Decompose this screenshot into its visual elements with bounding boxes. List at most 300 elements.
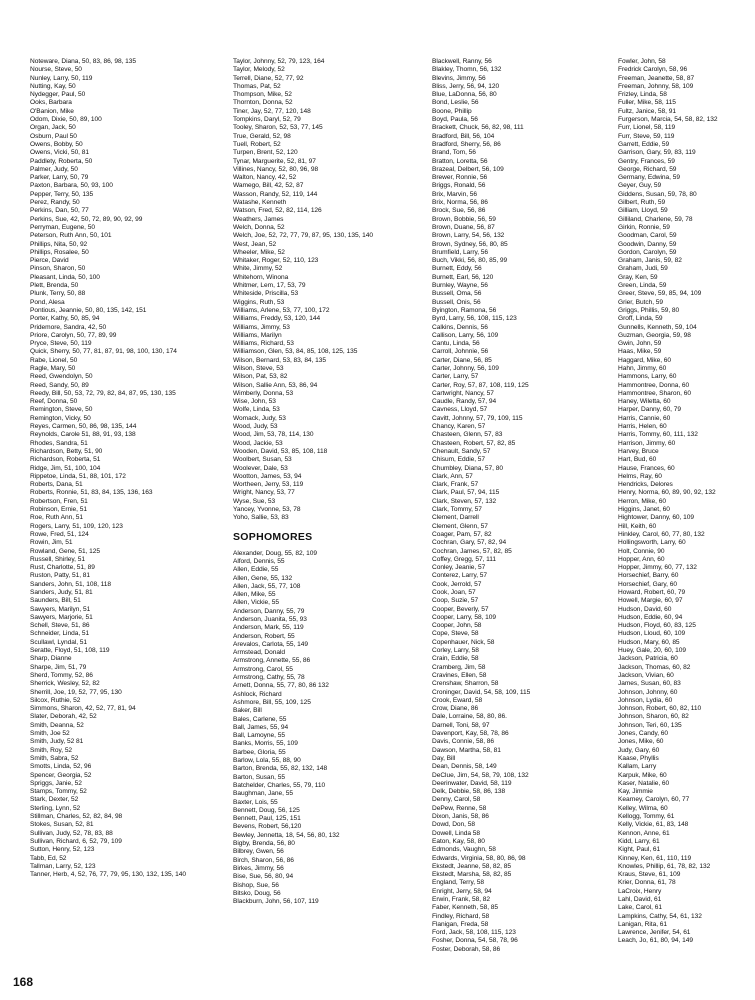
index-entry: Brand, Tom, 56	[432, 149, 476, 157]
index-entry: Ridge, Jim, 51, 100, 104	[30, 464, 101, 472]
index-entry: Clark, Frank, 57	[432, 481, 479, 489]
index-entry: Crain, Eddie, 58	[432, 655, 479, 663]
index-entry: Gilliland, Charlene, 59, 78	[618, 215, 693, 223]
index-entry: Crow, Diane, 86	[432, 705, 479, 713]
index-entry: Harris, Helen, 60	[618, 423, 667, 431]
index-entry: Kaase, Phyllis	[618, 754, 659, 762]
index-entry: Perryman, Eugene, 50	[30, 223, 95, 231]
index-entry: Cramberg, Jim, 58	[432, 663, 486, 671]
index-entry: Conley, Jeanie, 57	[432, 564, 486, 572]
index-entry: Pepper, Terry, 50, 135	[30, 190, 94, 198]
index-entry: Lampkins, Cathy, 54, 61, 132	[618, 912, 702, 920]
index-entry: Corley, Larry, 58	[432, 647, 479, 655]
index-entry: Ashlock, Richard	[233, 690, 282, 698]
index-entry: Hill, Keith, 60	[618, 522, 657, 530]
index-entry: Pierce, David	[30, 257, 69, 265]
index-entry: Rowland, Gene, 51, 125	[30, 547, 101, 555]
index-entry: Clark, Ann, 57	[432, 472, 473, 480]
index-entry: Hammontree, Sharon, 60	[618, 389, 691, 397]
index-entry: Palmer, Judy, 50	[30, 165, 78, 173]
index-entry: Whitehorn, Winona	[233, 273, 289, 281]
index-entry: Smith, Roy, 52	[30, 746, 73, 754]
index-entry: Smith, Deanna, 52	[30, 721, 84, 729]
index-entry: Anderson, Danny, 55, 79	[233, 607, 305, 615]
index-entry: Chasteen, Glenn, 57, 83	[432, 431, 503, 439]
index-entry: Barton, Brenda, 55, 82, 132, 148	[233, 765, 328, 773]
index-entry: England, Terry, 58	[432, 879, 485, 887]
index-entry: Hinkley, Carol, 60, 77, 80, 132	[618, 530, 705, 538]
index-entry: Davis, Connie, 58, 86	[432, 738, 494, 746]
index-entry: Kellogg, Tommy, 61	[618, 813, 675, 821]
index-entry: Cantu, Linda, 56	[432, 340, 480, 348]
index-entry: Pontious, Jeannie, 50, 80, 135, 142, 151	[30, 306, 147, 314]
index-entry: Allen, Vickie, 55	[233, 599, 279, 607]
index-entry: Edwards, Virginia, 58, 80, 86, 98	[432, 854, 526, 862]
index-entry: Russell, Shirley, 51	[30, 555, 85, 563]
index-entry: Phillips, Rosalee, 50	[30, 248, 89, 256]
index-entry: Batchelder, Charles, 55, 79, 110	[233, 781, 326, 789]
index-entry: Armstead, Donald	[233, 649, 285, 657]
index-entry: Wolfe, Linda, 53	[233, 406, 280, 414]
index-entry: Brown, Duane, 56, 87	[432, 223, 495, 231]
index-entry: Richardson, Roberta, 51	[30, 456, 101, 464]
index-entry: Pryce, Steve, 50, 119	[30, 340, 92, 348]
index-entry: Johnson, Robert, 60, 82, 110	[618, 705, 702, 713]
index-entry: Thompson, Mike, 52	[233, 91, 292, 99]
index-entry: Reedy, Bill, 50, 53, 72, 79, 82, 84, 87, 95, 130, 135	[30, 389, 176, 397]
index-entry: Wyse, Sue, 53	[233, 497, 276, 505]
index-entry: Tompkins, Daryl, 52, 79	[233, 116, 301, 124]
index-entry: Coop, Suzie, 57	[432, 597, 479, 605]
index-entry: Furgerson, Marcia, 54, 58, 82, 132	[618, 116, 718, 124]
index-entry: Guzman, Georgia, 59, 98	[618, 331, 691, 339]
index-entry: DeClue, Jim, 54, 58, 79, 108, 132	[432, 771, 529, 779]
index-entry: Birch, Sharon, 56, 86	[233, 856, 294, 864]
index-entry: Freeman, Johnny, 58, 109	[618, 82, 694, 90]
index-entry: Woolever, Dale, 53	[233, 464, 288, 472]
index-entry: Remington, Steve, 50	[30, 406, 93, 414]
index-entry: Robinson, Ernie, 51	[30, 506, 87, 514]
index-entry: Taylor, Johnny, 52, 79, 123, 164	[233, 58, 325, 65]
index-entry: Whiteside, Priscilla, 53	[233, 290, 299, 298]
index-entry: Callison, Larry, 56, 109	[432, 331, 499, 339]
index-entry: Tuell, Robert, 52	[233, 140, 281, 148]
index-entry: Wiggins, Ruth, 53	[233, 298, 285, 306]
index-entry: Walton, Nancy, 42, 52	[233, 174, 297, 182]
index-entry: Chasteen, Robert, 57, 82, 85	[432, 439, 516, 447]
index-entry: Hudson, David, 60	[618, 605, 672, 613]
index-entry: Frizley, Linda, 58	[618, 91, 667, 99]
index-entry: Bussell, Oma, 56	[432, 290, 482, 298]
index-column-2	[233, 58, 405, 906]
index-entry: Rippetoe, Linda, 51, 88, 101, 172	[30, 472, 126, 480]
index-entry: Rhodes, Sandra, 51	[30, 439, 88, 447]
index-entry: Allen, Eddie, 55	[233, 566, 279, 574]
index-entry: Girkin, Ronnie, 59	[618, 223, 670, 231]
index-entry: Bliss, Jerry, 56, 94, 120	[432, 82, 500, 90]
index-entry: Baughman, Jane, 55	[233, 790, 293, 798]
index-entry: Sanders, John, 51, 108, 118	[30, 580, 112, 588]
index-entry: Fredrick Carolyn, 58, 96	[618, 66, 688, 74]
index-entry: Parker, Larry, 50, 79	[30, 174, 89, 182]
index-entry: Graham, Janis, 59, 82	[618, 257, 682, 265]
index-entry: Rowin, Jim, 51	[30, 539, 73, 547]
index-entry: Cooper, Larry, 58, 109	[432, 613, 497, 621]
index-entry: Womack, Judy, 53	[233, 414, 286, 422]
index-entry: Armstrong, Carol, 55	[233, 665, 293, 673]
index-entry: Peterson, Ruth Ann, 50, 101	[30, 232, 112, 240]
index-entry: Sharp, Dianne	[30, 655, 72, 663]
index-entry: Kelly, Vickie, 61, 83, 148	[618, 821, 689, 829]
index-entry: Brock, Sue, 56, 86	[432, 207, 486, 215]
index-entry: Reed, Sandy, 50, 89	[30, 381, 89, 389]
index-entry: Faber, Kenneth, 58, 85	[432, 904, 498, 912]
index-entry: Ashmore, Bill, 55, 109, 125	[233, 698, 311, 706]
index-entry: Quick, Sherry, 50, 77, 81, 87, 91, 98, 100, 130, 174	[30, 348, 177, 356]
index-entry: Wasson, Randy, 52, 119, 144	[233, 190, 318, 198]
index-entry: Clark, Tommy, 57	[432, 506, 482, 514]
index-entry: Lawrence, Jenifer, 54, 61	[618, 929, 691, 937]
index-entry: Perez, Randy, 50	[30, 199, 80, 207]
index-entry: Fowler, John, 58	[618, 58, 666, 65]
index-entry: Richardson, Betty, 51, 90	[30, 447, 103, 455]
index-entry: Banks, Morris, 55, 109	[233, 740, 298, 748]
index-entry: Welch, Donna, 52	[233, 223, 285, 231]
index-entry: Carter, Roy, 57, 87, 108, 119, 125	[432, 381, 529, 389]
index-entry: Hudson, Lloud, 60, 109	[618, 630, 686, 638]
index-entry: Gordon, Carolyn, 59	[618, 248, 677, 256]
index-entry: Spriggs, Janie, 52	[30, 779, 82, 787]
index-entry: Herron, Mike, 60	[618, 497, 666, 505]
index-entry: Pinson, Sharon, 50	[30, 265, 86, 273]
index-entry: Smith, Sabra, 52	[30, 754, 79, 762]
index-entry: Smotts, Linda, 52, 96	[30, 763, 92, 771]
index-entry: Davenport, Kay, 58, 78, 86	[432, 730, 509, 738]
index-entry: Rabe, Lionel, 50	[30, 356, 78, 364]
index-entry: Blakley, Thomn, 56, 132	[432, 66, 502, 74]
index-entry: Tooley, Sharon, 52, 53, 77, 145	[233, 124, 323, 132]
index-entry: Cooper, John, 58	[432, 622, 482, 630]
index-entry: Dixon, Janis, 58, 86	[432, 813, 489, 821]
index-entry: Smith, Judy, 52 81	[30, 738, 84, 746]
index-column-4	[618, 58, 748, 946]
index-entry: Gilliam, Lloyd, 59	[618, 207, 668, 215]
index-entry: White, Jimmy, 52	[233, 265, 283, 273]
index-entry: Higgins, Janet, 60	[618, 506, 670, 514]
index-entry: Plett, Brenda, 50	[30, 282, 79, 290]
index-entry: Robertson, Fren, 51	[30, 497, 88, 505]
index-entry: Watson, Fred, 52, 82, 114, 126	[233, 207, 322, 215]
index-entry: Baker, Bill	[233, 707, 262, 715]
index-entry: Sullivan, Judy, 52, 78, 83, 88	[30, 829, 113, 837]
index-entry: Woolbert, Susan, 53	[233, 456, 292, 464]
index-entry: Thornton, Donna, 52	[233, 99, 293, 107]
index-entry: Harris, Tommy, 60, 111, 132	[618, 431, 698, 439]
index-entry: Lahl, David, 61	[618, 895, 662, 903]
index-entry: Pleasant, Linda, 50, 100	[30, 273, 100, 281]
index-entry: Tallman, Larry, 52, 123	[30, 862, 96, 870]
index-entry: Ball, Lamoyne, 55	[233, 732, 285, 740]
index-entry: Porter, Kathy, 50, 85, 94	[30, 315, 100, 323]
index-entry: Kraus, Steve, 61, 109	[618, 871, 681, 879]
index-entry: Carroll, Johnnie, 56	[432, 348, 489, 356]
index-entry: Allen, Jack, 55, 77, 108	[233, 582, 301, 590]
index-entry: Bradford, Sherry, 56, 86	[432, 140, 501, 148]
index-entry: Sanders, Judy, 51, 81	[30, 589, 93, 596]
index-entry: Knowles, Phillip, 61, 78, 82, 132	[618, 862, 711, 870]
index-entry: Wright, Nancy, 53, 77	[233, 489, 295, 497]
index-entry: Goodman, Carol, 59	[618, 232, 677, 240]
index-entry: Rowe, Fred, 51, 124	[30, 530, 89, 538]
index-entry: Pond, Alesa	[30, 298, 65, 306]
index-entry: Reynolds, Carole 51, 88, 91, 93, 138	[30, 431, 136, 439]
index-entry: Harrison, Jimmy, 60	[618, 439, 676, 447]
index-entry: Brix, Marvin, 56	[432, 190, 478, 198]
index-entry: Kidd, Larry, 61	[618, 837, 660, 845]
index-entry: Bigby, Brenda, 56, 80	[233, 840, 295, 848]
index-entry: Yoho, Sallie, 53, 83	[233, 514, 289, 522]
index-entry: Lanigan, Rita, 61	[618, 920, 668, 928]
index-entry: Williams, Jimmy, 53	[233, 323, 290, 331]
index-entry: Sherrill, Joe, 19, 52, 77, 95, 130	[30, 688, 122, 696]
index-entry: Paddlety, Roberta, 50	[30, 157, 93, 165]
index-entry: Kinney, Ken, 61, 110, 119	[618, 854, 692, 862]
index-entry: Bratton, Loretta, 56	[432, 157, 488, 165]
index-entry: Cavitt, Johnny, 57, 79, 109, 115	[432, 414, 523, 422]
index-entry: Byington, Ramona, 56	[432, 306, 497, 314]
index-entry: Sutton, Henry, 52, 123	[30, 846, 95, 854]
index-entry: Brackett, Chuck, 56, 82, 98, 111	[432, 124, 524, 132]
index-entry: Germany, Edwina, 59	[618, 174, 680, 182]
index-entry: Taylor, Melody, 52	[233, 66, 285, 74]
index-entry: Anderson, Robert, 55	[233, 632, 295, 640]
index-column-3	[432, 58, 600, 954]
index-entry: Groff, Linda, 59	[618, 315, 663, 323]
index-entry: Owens, Vicki, 50, 81	[30, 149, 89, 157]
index-entry: Hart, Bud, 60	[618, 456, 657, 464]
index-entry: Brazeal, Delbert, 56, 109	[432, 165, 504, 173]
index-entry: Brumfield, Larry, 56	[432, 248, 489, 256]
index-entry: Gunnells, Kenneth, 59, 104	[618, 323, 697, 331]
index-entry: Grier, Butch, 59	[618, 298, 664, 306]
index-entry: Baxter, Lois, 55	[233, 798, 278, 806]
index-entry: Fultz, Janice, 58, 91	[618, 107, 676, 115]
index-entry: Sharpe, Jim, 51, 79	[30, 663, 87, 671]
index-entry: Wood, Jackie, 53	[233, 439, 283, 447]
index-entry: Jones, Candy, 60	[618, 730, 669, 738]
index-entry: Tanner, Herb, 4, 52, 76, 77, 79, 95, 130, 132, 135, 140	[30, 871, 186, 879]
index-entry: Roe, Ruth Ann, 51	[30, 514, 84, 522]
index-entry: Dowell, Linda 58	[432, 829, 480, 837]
index-entry: Dale, Lorraine, 58, 80, 86.	[432, 713, 507, 721]
index-entry: Bennett, Paul, 125, 151	[233, 815, 301, 823]
index-entry: Findley, Richard, 58	[432, 912, 490, 920]
index-entry: Yancey, Yvonne, 53, 78	[233, 506, 301, 514]
index-entry: Williams, Freddy, 53, 120, 144	[233, 315, 321, 323]
index-entry: True, Gerald, 52, 98	[233, 132, 291, 140]
index-entry: Bise, Sue, 56, 80, 94	[233, 873, 294, 881]
index-entry: Bussell, Onis, 56	[432, 298, 481, 306]
index-entry: Roberts, Ronnie, 51, 83, 84, 135, 136, 163	[30, 489, 153, 497]
index-entry: Wimberly, Donna, 53	[233, 389, 294, 397]
index-entry: Sawyers, Marjorie, 51	[30, 613, 93, 621]
index-entry: Blue, LaDonna, 56, 80	[432, 91, 497, 99]
index-entry: Nutting, Kay, 50	[30, 82, 76, 90]
index-entry: Burnley, Wayne, 56	[432, 282, 488, 290]
index-entry: Brown, Bobbie, 56, 59	[432, 215, 496, 223]
index-entry: Geyer, Guy, 59	[618, 182, 662, 190]
index-entry: Clark, Paul, 57, 94, 115	[432, 489, 500, 497]
index-entry: Scullawl, Lyndal, 51	[30, 638, 88, 646]
index-entry: Haas, Mike, 59	[618, 348, 662, 356]
index-entry: Haney, Wiletta, 60	[618, 398, 671, 406]
index-entry: Blevins, Jimmy, 56	[432, 74, 486, 82]
index-entry: Ekstedt, Marsha, 58, 82, 85	[432, 871, 512, 879]
index-entry: Williamson, Glen, 53, 84, 85, 108, 125, 135	[233, 348, 358, 356]
index-entry: Crenshaw, Sharron, 58	[432, 680, 499, 688]
index-entry: Clark, Steven, 57, 132	[432, 497, 497, 505]
index-entry: Barton, Susan, 55	[233, 773, 285, 781]
index-entry: Blackwell, Ranny, 56	[432, 58, 492, 65]
index-entry: Williams, Richard, 53	[233, 340, 294, 348]
index-entry: Sullivan, Richard, 6, 52, 79, 109	[30, 837, 122, 845]
index-entry: Greer, Steve, 59, 85, 94, 109	[618, 290, 702, 298]
index-entry: Edmonds, Vaughn, 58	[432, 846, 496, 854]
index-entry: Crook, Eward, 58	[432, 696, 483, 704]
index-entry: Williams, Marilyn	[233, 331, 282, 339]
index-entry: Leach, Jo, 61, 80, 94, 149	[618, 937, 693, 945]
index-entry: O'Banion, Mike	[30, 107, 74, 115]
index-entry: Wooden, David, 53, 85, 108, 118	[233, 447, 328, 455]
index-entry: Croninger, David, 54, 58, 109, 115	[432, 688, 531, 696]
index-entry: Wilson, Pat, 53, 82	[233, 373, 288, 381]
index-entry: Reed, Gwendolyn, 50	[30, 373, 93, 381]
index-entry: Foster, Deborah, 58, 86	[432, 945, 501, 953]
index-entry: Dawson, Martha, 58, 81	[432, 746, 501, 754]
index-entry: Allen, Gene, 55, 132	[233, 574, 293, 582]
index-entry: Hopper, Jimmy, 60, 77, 132	[618, 564, 697, 572]
index-entry: Carter, Diane, 56, 85	[432, 356, 492, 364]
index-entry: Freeman, Jeanette, 58, 87	[618, 74, 695, 82]
index-column-1	[30, 58, 200, 879]
index-entry: Allen, Mike, 55	[233, 591, 276, 599]
index-entry: Chancy, Karen, 57	[432, 423, 486, 431]
index-entry: Karpuk, Mike, 60	[618, 771, 667, 779]
index-entry: Copenhauer, Nick, 58	[432, 638, 495, 646]
index-entry: Armstrong, Annette, 55, 86	[233, 657, 311, 665]
index-entry: Phillips, Nita, 50, 92	[30, 240, 88, 248]
index-entry: Anderson, Mark, 55, 119	[233, 624, 304, 632]
index-entry: Erwin, Frank, 58, 82	[432, 895, 491, 903]
index-entry: Remington, Vicky, 50	[30, 414, 91, 422]
index-entry: Cook, Joan, 57	[432, 589, 476, 596]
index-entry: Coager, Pam, 57, 82	[432, 530, 492, 538]
index-entry: Seratte, Floyd, 51, 108, 119	[30, 647, 110, 655]
index-entry: Fosher, Donna, 54, 58, 78, 96	[432, 937, 518, 945]
index-entry: Whitmer, Lem, 17, 53, 79	[233, 282, 306, 290]
index-entry: West, Jean, 52	[233, 240, 277, 248]
index-entry: Rust, Charlotte, 51, 89	[30, 564, 95, 572]
index-entry: Alford, Dennis, 55	[233, 557, 285, 565]
index-entry: Ooks, Barbara	[30, 99, 72, 107]
index-entry: Graham, Judi, 59	[618, 265, 668, 273]
index-entry: Kearney, Carolyn, 60, 77	[618, 796, 690, 804]
index-entry: Furr, Lionel, 58, 119	[618, 124, 676, 132]
index-entry: Barbee, Gloria, 55	[233, 748, 286, 756]
index-entry: George, Richard, 59	[618, 165, 677, 173]
index-entry: Holt, Connie, 90	[618, 547, 665, 555]
index-entry: Hudson, Floyd, 60, 83, 125	[618, 622, 696, 630]
index-entry: Saunders, Bill, 51	[30, 597, 81, 605]
index-entry: Jackson, Vivian, 60	[618, 671, 674, 679]
index-entry: Silcox, Ruthie, 52	[30, 696, 81, 704]
index-entry: Henry, Norma, 60, 89, 90, 92, 132	[618, 489, 716, 497]
index-entry: Whitaker, Roger, 52, 110, 123	[233, 257, 319, 265]
index-entry: Reef, Donna, 50	[30, 398, 78, 406]
index-entry: Watashe, Kenneth	[233, 199, 287, 207]
index-entry: Arevalos, Carlota, 55, 149	[233, 640, 308, 648]
index-entry: Rogers, Larry, 51, 109, 120, 123	[30, 522, 123, 530]
index-entry: Owens, Bobby, 50	[30, 140, 83, 148]
index-entry: Wood, Judy, 53	[233, 423, 278, 431]
index-entry: Brewer, Ronnie, 56	[432, 174, 488, 182]
index-entry: Turpen, Brent, 52, 120	[233, 149, 298, 157]
index-entry: Bevens, Robert, 56,120	[233, 823, 302, 831]
index-entry: Pridemore, Sandra, 42, 50	[30, 323, 107, 331]
index-entry: Haggard, Mike, 60	[618, 356, 672, 364]
index-entry: Birkes, Jimmy, 56	[233, 864, 284, 872]
index-entry: Horsechief, Barry, 60	[618, 572, 679, 580]
index-entry: Carter, Larry, 57	[432, 373, 479, 381]
index-entry: Jackson, Thomas, 60, 82	[618, 663, 691, 671]
index-entry: Cavness, Lloyd, 57	[432, 406, 488, 414]
index-entry: Weathers, James	[233, 215, 284, 223]
index-entry: Bradford, Bill, 56, 104	[432, 132, 495, 140]
index-entry: Kaser, Natalie, 60	[618, 779, 670, 787]
index-entry: Perkins, Dan, 50, 77	[30, 207, 89, 215]
index-entry: Eaton, Kay, 58, 80	[432, 837, 485, 845]
index-entry: Burnett, Eddy, 56	[432, 265, 482, 273]
index-entry: Denny, Carol, 58	[432, 796, 481, 804]
index-entry: Wheeler, Mike, 52	[233, 248, 285, 256]
index-entry: Smith, Joe 52	[30, 730, 70, 738]
index-entry: Brix, Norma, 56, 86	[432, 199, 488, 207]
index-entry: Kallam, Larry	[618, 763, 657, 771]
index-entry: Schell, Steve, 51, 86	[30, 622, 90, 630]
index-entry: Flanigan, Freda, 58	[432, 920, 489, 928]
index-entry: Dean, Dennis, 58, 149	[432, 763, 497, 771]
index-entry: Brown, Sydney, 56, 80, 85	[432, 240, 508, 248]
index-entry: Sterling, Lynn, 52	[30, 804, 81, 812]
index-entry: Sherrick, Wesley, 52, 82	[30, 680, 100, 688]
index-entry: Paxton, Barbara, 50, 93, 100	[30, 182, 113, 190]
index-entry: Plunk, Terry, 50, 88	[30, 290, 86, 298]
index-entry: Reyes, Carmen, 50, 86, 98, 135, 144	[30, 423, 137, 431]
index-entry: Calkins, Dennis, 56	[432, 323, 488, 331]
index-entry: Cooper, Beverly, 57	[432, 605, 489, 613]
index-entry: Johnson, Teri, 60, 135	[618, 721, 682, 729]
index-entry: Armstrong, Cathy, 55, 78	[233, 674, 305, 682]
index-entry: Chumbley, Diana, 57, 80	[432, 464, 503, 472]
index-entry: Noteware, Diana, 50, 83, 86, 98, 135	[30, 58, 136, 65]
index-entry: Brown, Larry, 54, 56, 132	[432, 232, 505, 240]
index-entry: Helms, Ray, 60	[618, 472, 662, 480]
index-entry: Garrett, Eddie, 59	[618, 140, 670, 148]
index-entry: Griggs, Phillis, 59, 80	[618, 306, 680, 314]
index-entry: Darnell, Toni, 58, 97	[432, 721, 490, 729]
index-entry: Harvey, Bruce	[618, 447, 659, 455]
index-entry: Terrell, Diane, 52, 77, 92	[233, 74, 304, 82]
